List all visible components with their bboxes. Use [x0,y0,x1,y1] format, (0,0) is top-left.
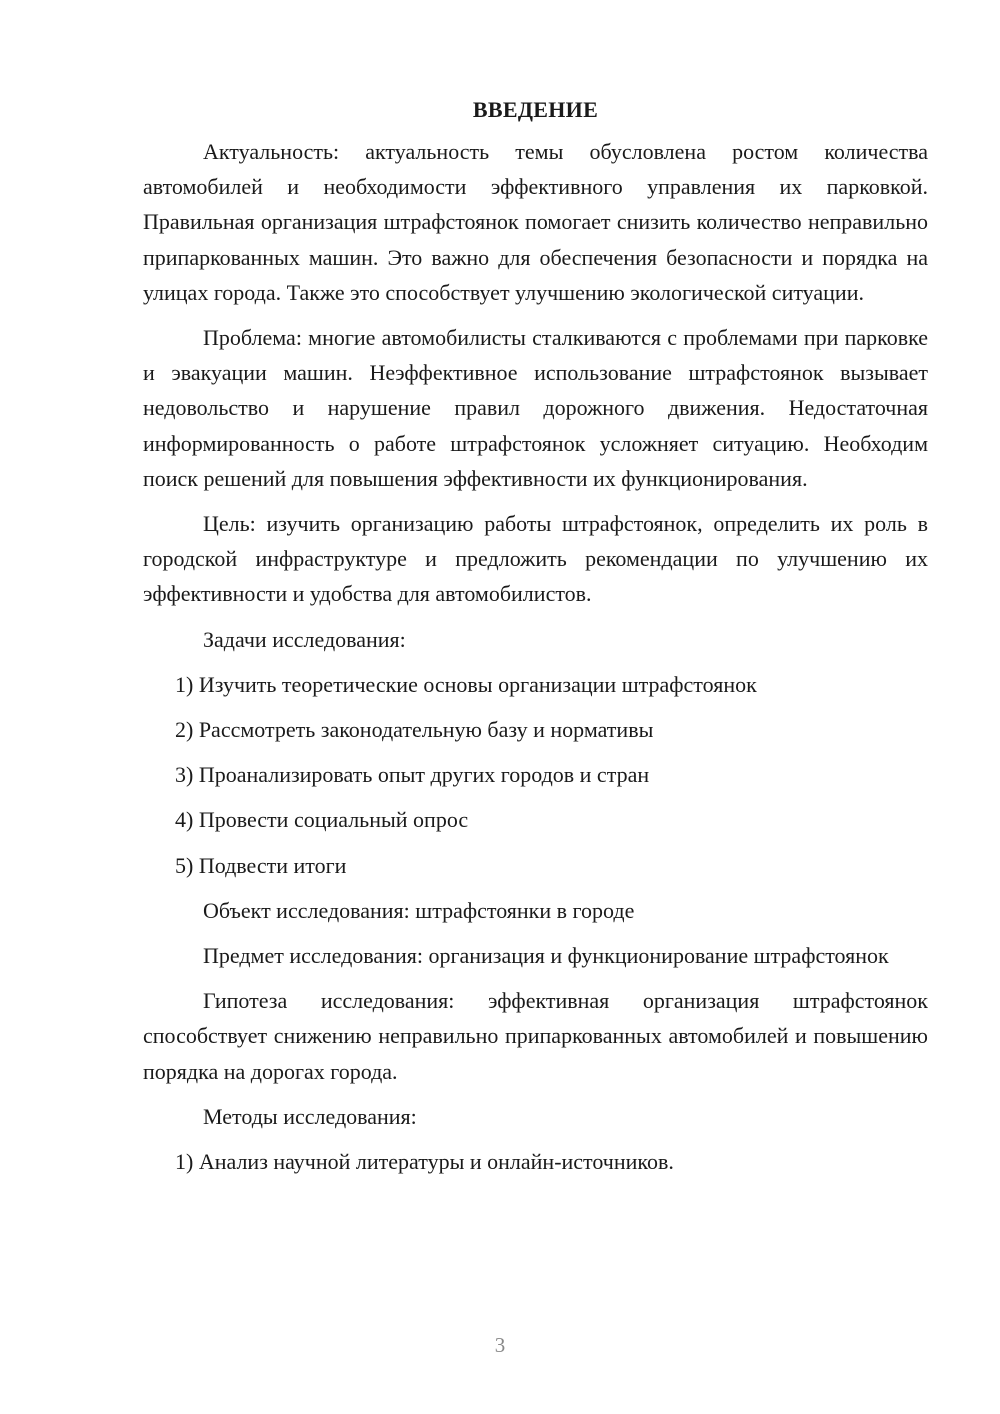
goal-paragraph: Цель: изучить организацию работы штрафстоянок, определить их роль в городской инфраструктуре и предложить рекомендации по улучшению их эффективности и удобства для автомобилистов. [143,511,928,607]
method-item-1: 1) Анализ научной литературы и онлайн-источников. [175,1149,674,1175]
hypothesis-paragraph: Гипотеза исследования: эффективная организация штрафстоянок способствует снижению неправильно припаркованных автомобилей и повышению порядка на дорогах города. [143,988,928,1084]
task-item-5: 5) Подвести итоги [175,852,347,878]
document-page [143,92,928,1189]
relevance-paragraph: Актуальность: актуальность темы обусловлена ростом количества автомобилей и необходимости эффективного управления их парковкой. Правильная организация штрафстоянок помогает снизить количество неправильно припаркованных машин. Это важно для обеспечения безопасности и порядка на улицах города. Также это способствует улучшению экологической ситуации. [143,139,928,305]
page-number: 3 [494,1333,506,1357]
problem-paragraph: Проблема: многие автомобилисты сталкиваются с проблемами при парковке и эвакуации машин. Неэффективное использование штрафстоянок вызывает недовольство и нарушение правил дорожного движения. Недостаточная информированность о работе штрафстоянок усложняет ситуацию. Необходим поиск решений для повышения эффективности их функционирования. [143,325,928,491]
task-item-2: 2) Рассмотреть законодательную базу и нормативы [175,717,654,743]
task-item-3: 3) Проанализировать опыт других городов и стран [175,762,650,788]
page-title: ВВЕДЕНИЕ [472,97,599,122]
object-paragraph: Объект исследования: штрафстоянки в городе [203,897,635,923]
task-item-1: 1) Изучить теоретические основы организации штрафстоянок [175,671,757,697]
task-item-4: 4) Провести социальный опрос [175,807,469,833]
methods-heading: Методы исследования: [203,1103,417,1129]
subject-paragraph: Предмет исследования: организация и функционирование штрафстоянок [203,943,889,969]
tasks-heading: Задачи исследования: [203,626,406,652]
